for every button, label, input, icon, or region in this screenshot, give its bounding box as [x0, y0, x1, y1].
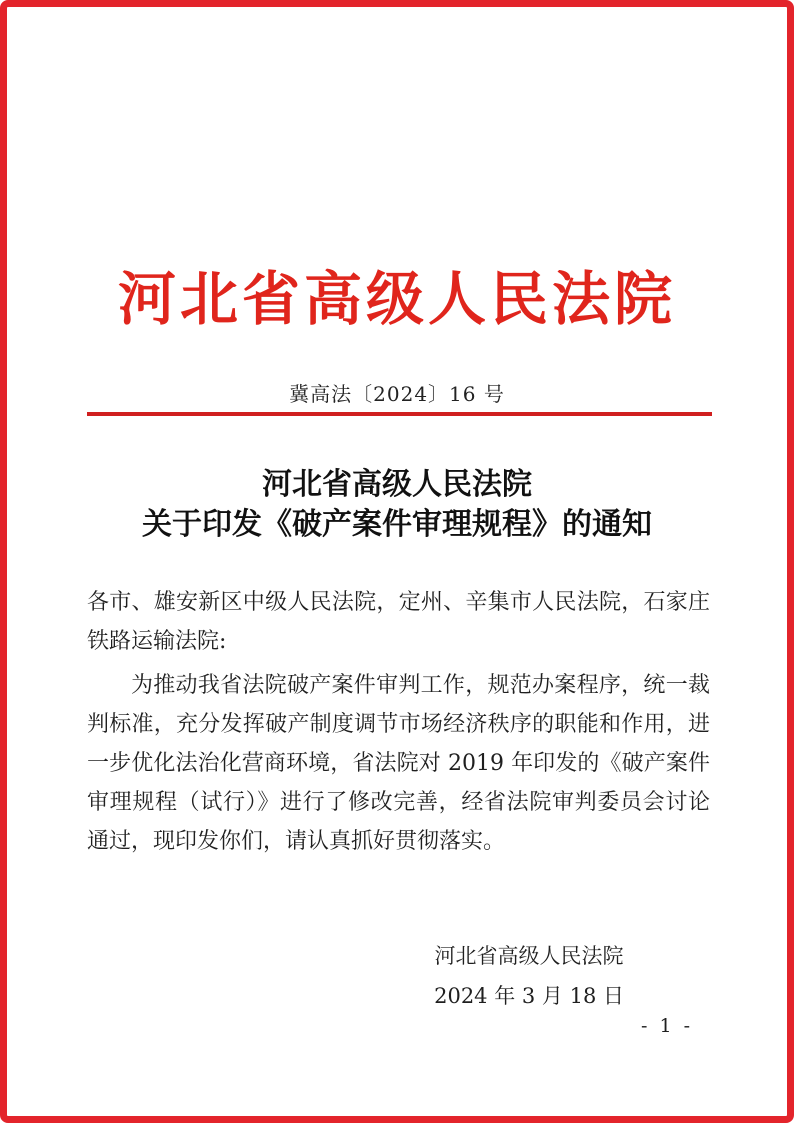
- document-title-line2: 关于印发《破产案件审理规程》的通知: [142, 507, 652, 542]
- document-number: 冀高法〔2024〕16 号: [289, 382, 505, 406]
- body-paragraph: 为推动我省法院破产案件审判工作，规范办案程序，统一裁判标准，充分发挥破产制度调节市场经济秩序的职能和作用，进一步优化法治化营商环境，省法院对 2019 年印发的《破产案件审理规程（试行）》进行了修改完善，经省法院审判委员会讨论通过，现印发你们，请认真抓好贯彻落实。: [87, 673, 710, 854]
- document-title-line1: 河北省高级人民法院: [262, 467, 532, 502]
- document-body: [87, 583, 710, 866]
- page-number: - 1 -: [640, 1015, 693, 1037]
- letterhead-divider-rule: [87, 412, 712, 416]
- recipients-salutation: 各市、雄安新区中级人民法院，定州、辛集市人民法院，石家庄铁路运输法院:: [87, 590, 710, 654]
- signature-org-name: 河北省高级人民法院: [434, 944, 624, 968]
- signature-date: 2024 年 3 月 18 日: [434, 984, 624, 1008]
- document-title: [7, 465, 787, 545]
- signature-block: [434, 936, 624, 1016]
- letterhead-org-name: 河北省高级人民法院: [117, 265, 676, 333]
